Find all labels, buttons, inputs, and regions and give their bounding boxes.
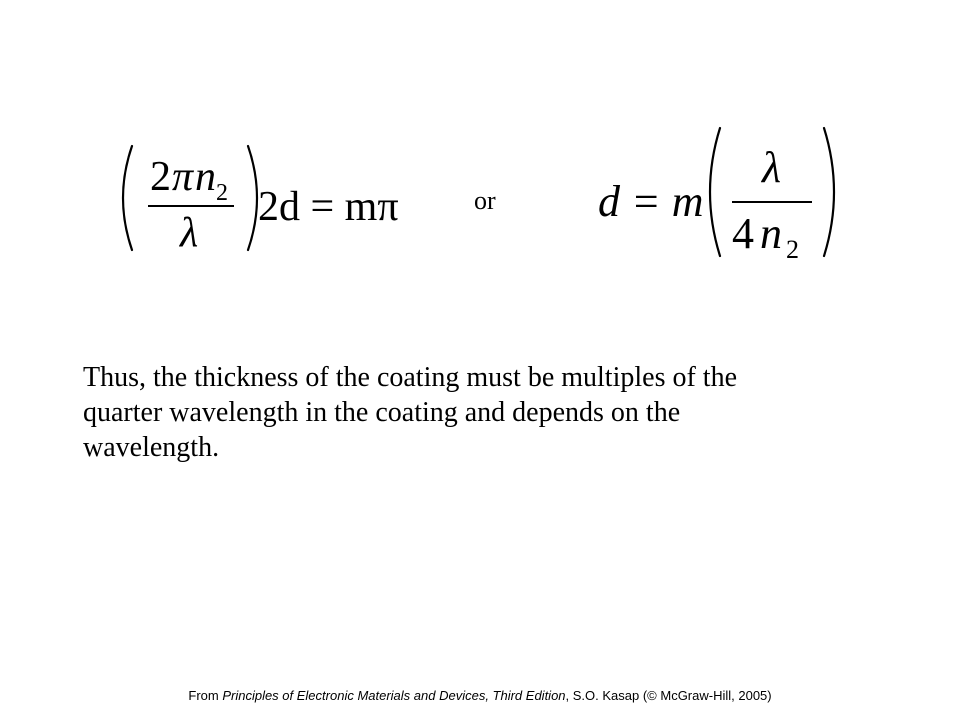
equation-rhs: 2d = mπ	[258, 184, 399, 230]
denominator-coefficient: 4	[732, 209, 754, 258]
right-paren	[824, 128, 834, 256]
equation-lhs: d = m	[598, 177, 704, 226]
numerator-n: n	[195, 154, 216, 200]
paragraph-line-1: Thus, the thickness of the coating must be multiples of the	[83, 362, 737, 393]
paragraph-line-2: quarter wavelength in the coating and depends on the	[83, 397, 681, 428]
source-citation	[0, 688, 960, 703]
numerator-subscript: 2	[216, 180, 228, 206]
explanation-paragraph	[83, 360, 883, 465]
numerator-lambda: λ	[762, 143, 782, 192]
citation-suffix: , S.O. Kasap (© McGraw-Hill, 2005)	[565, 688, 772, 703]
left-paren	[710, 128, 720, 256]
paragraph-line-3: wavelength.	[83, 432, 220, 463]
denominator-subscript: 2	[786, 235, 799, 264]
right-paren	[248, 146, 257, 250]
citation-prefix: From	[188, 688, 223, 703]
or-connector: or	[474, 186, 496, 215]
numerator-pi: π	[172, 154, 194, 200]
equation-phase-condition	[110, 138, 410, 258]
equation-thickness	[590, 120, 850, 265]
numerator-coefficient: 2	[150, 154, 171, 200]
left-paren	[123, 146, 132, 250]
denominator-n: n	[760, 209, 782, 258]
denominator-lambda: λ	[180, 210, 199, 256]
citation-book-title: Principles of Electronic Materials and Devices, Third Edition	[222, 688, 566, 703]
